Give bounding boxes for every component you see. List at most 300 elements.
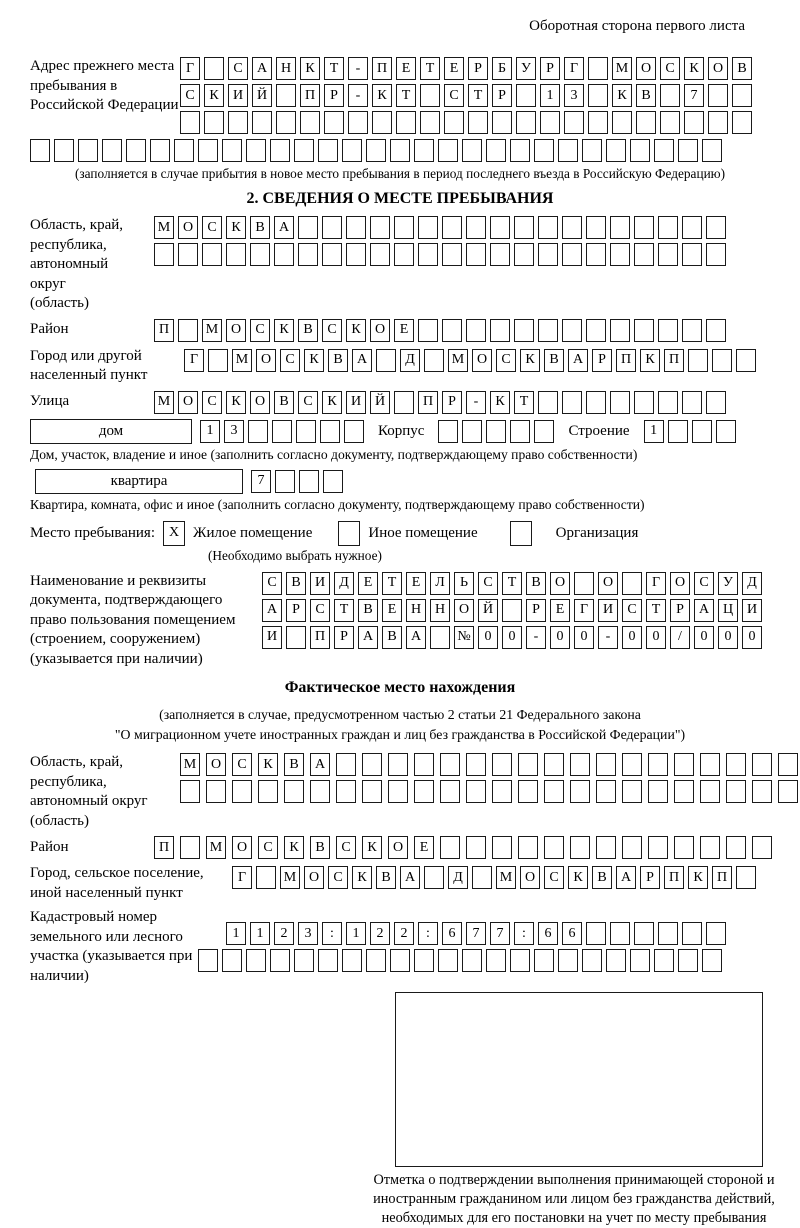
char-box[interactable]: К	[640, 349, 660, 372]
char-box[interactable]: С	[478, 572, 498, 595]
char-box[interactable]	[462, 420, 482, 443]
char-box[interactable]	[574, 572, 594, 595]
char-box[interactable]: О	[250, 391, 270, 414]
char-box[interactable]	[518, 836, 538, 859]
char-box[interactable]: :	[514, 922, 534, 945]
char-box[interactable]: 0	[502, 626, 522, 649]
char-box[interactable]: С	[280, 349, 300, 372]
char-box[interactable]: А	[616, 866, 636, 889]
char-box[interactable]	[232, 780, 252, 803]
char-box[interactable]: Т	[502, 572, 522, 595]
char-box[interactable]	[648, 836, 668, 859]
char-box[interactable]: Д	[742, 572, 762, 595]
char-box[interactable]	[610, 216, 630, 239]
char-box[interactable]: К	[322, 391, 342, 414]
char-box[interactable]	[204, 111, 224, 134]
char-box[interactable]: Т	[420, 57, 440, 80]
char-box[interactable]: О	[598, 572, 618, 595]
char-box[interactable]	[712, 349, 732, 372]
char-box[interactable]	[562, 243, 582, 266]
char-box[interactable]: -	[348, 57, 368, 80]
char-box[interactable]	[588, 57, 608, 80]
char-box[interactable]: М	[612, 57, 632, 80]
char-box[interactable]	[516, 84, 536, 107]
char-box[interactable]: 2	[274, 922, 294, 945]
char-box[interactable]: П	[372, 57, 392, 80]
char-box[interactable]	[178, 243, 198, 266]
char-box[interactable]	[324, 111, 344, 134]
char-box[interactable]: Е	[396, 57, 416, 80]
char-box[interactable]: П	[664, 866, 684, 889]
char-box[interactable]	[286, 626, 306, 649]
char-box[interactable]: М	[280, 866, 300, 889]
char-box[interactable]	[586, 922, 606, 945]
char-box[interactable]	[318, 139, 338, 162]
char-box[interactable]	[300, 111, 320, 134]
char-box[interactable]: Р	[670, 599, 690, 622]
char-box[interactable]	[570, 836, 590, 859]
char-box[interactable]: О	[226, 319, 246, 342]
char-box[interactable]: Й	[478, 599, 498, 622]
char-box[interactable]	[636, 111, 656, 134]
char-box[interactable]: Р	[592, 349, 612, 372]
char-box[interactable]: И	[598, 599, 618, 622]
char-box[interactable]: О	[636, 57, 656, 80]
char-box[interactable]	[444, 111, 464, 134]
char-box[interactable]: -	[526, 626, 546, 649]
char-box[interactable]: С	[694, 572, 714, 595]
char-box[interactable]	[660, 111, 680, 134]
char-box[interactable]	[222, 949, 242, 972]
char-box[interactable]	[440, 780, 460, 803]
char-box[interactable]: Ь	[454, 572, 474, 595]
char-box[interactable]: К	[304, 349, 324, 372]
char-box[interactable]	[252, 111, 272, 134]
char-box[interactable]	[414, 949, 434, 972]
char-box[interactable]: 7	[466, 922, 486, 945]
char-box[interactable]: М	[206, 836, 226, 859]
char-box[interactable]	[606, 949, 626, 972]
char-box[interactable]: Т	[514, 391, 534, 414]
char-box[interactable]: О	[472, 349, 492, 372]
char-box[interactable]: М	[202, 319, 222, 342]
char-box[interactable]: В	[286, 572, 306, 595]
char-box[interactable]	[706, 243, 726, 266]
char-box[interactable]: Р	[468, 57, 488, 80]
char-box[interactable]: В	[544, 349, 564, 372]
char-box[interactable]: М	[154, 391, 174, 414]
char-box[interactable]	[502, 599, 522, 622]
char-box[interactable]: 1	[644, 420, 664, 443]
char-box[interactable]: Г	[574, 599, 594, 622]
char-box[interactable]	[198, 949, 218, 972]
char-box[interactable]: 1	[250, 922, 270, 945]
char-box[interactable]	[708, 84, 728, 107]
char-box[interactable]: О	[206, 753, 226, 776]
char-box[interactable]	[256, 866, 276, 889]
char-box[interactable]: В	[358, 599, 378, 622]
char-box[interactable]	[534, 949, 554, 972]
char-box[interactable]	[674, 836, 694, 859]
char-box[interactable]: 7	[490, 922, 510, 945]
char-box[interactable]	[610, 922, 630, 945]
char-box[interactable]: Н	[276, 57, 296, 80]
char-box[interactable]: В	[250, 216, 270, 239]
char-box[interactable]: Р	[286, 599, 306, 622]
char-box[interactable]: Р	[640, 866, 660, 889]
char-box[interactable]: Г	[184, 349, 204, 372]
char-box[interactable]	[492, 753, 512, 776]
char-box[interactable]	[706, 216, 726, 239]
char-box[interactable]: 1	[226, 922, 246, 945]
char-box[interactable]	[586, 216, 606, 239]
char-box[interactable]	[596, 780, 616, 803]
char-box[interactable]: 3	[224, 420, 244, 443]
char-box[interactable]	[323, 470, 343, 493]
char-box[interactable]	[298, 216, 318, 239]
char-box[interactable]: Г	[564, 57, 584, 80]
char-box[interactable]	[586, 319, 606, 342]
char-box[interactable]	[490, 216, 510, 239]
char-box[interactable]: О	[370, 319, 390, 342]
char-box[interactable]	[558, 139, 578, 162]
char-box[interactable]	[442, 243, 462, 266]
char-box[interactable]	[634, 391, 654, 414]
char-box[interactable]: Е	[394, 319, 414, 342]
char-box[interactable]	[466, 753, 486, 776]
char-box[interactable]: О	[178, 216, 198, 239]
char-box[interactable]	[682, 243, 702, 266]
char-box[interactable]	[682, 391, 702, 414]
char-box[interactable]	[700, 753, 720, 776]
char-box[interactable]	[178, 319, 198, 342]
char-box[interactable]	[736, 866, 756, 889]
char-box[interactable]	[486, 949, 506, 972]
char-box[interactable]	[674, 753, 694, 776]
char-box[interactable]	[322, 243, 342, 266]
char-box[interactable]: К	[520, 349, 540, 372]
char-box[interactable]: С	[250, 319, 270, 342]
char-box[interactable]	[582, 949, 602, 972]
char-box[interactable]	[272, 420, 292, 443]
char-box[interactable]: П	[664, 349, 684, 372]
char-box[interactable]: П	[154, 319, 174, 342]
char-box[interactable]	[634, 243, 654, 266]
char-box[interactable]	[394, 216, 414, 239]
char-box[interactable]: С	[322, 319, 342, 342]
char-box[interactable]	[582, 139, 602, 162]
char-box[interactable]: К	[258, 753, 278, 776]
char-box[interactable]: 6	[538, 922, 558, 945]
char-box[interactable]: М	[180, 753, 200, 776]
char-box[interactable]	[596, 836, 616, 859]
char-box[interactable]	[678, 949, 698, 972]
char-box[interactable]	[688, 349, 708, 372]
char-box[interactable]	[544, 753, 564, 776]
char-box[interactable]: Ц	[718, 599, 738, 622]
char-box[interactable]: Р	[334, 626, 354, 649]
char-box[interactable]: 0	[718, 626, 738, 649]
char-box[interactable]: №	[454, 626, 474, 649]
char-box[interactable]: О	[388, 836, 408, 859]
char-box[interactable]: /	[670, 626, 690, 649]
char-box[interactable]	[492, 111, 512, 134]
char-box[interactable]	[562, 216, 582, 239]
char-box[interactable]: Р	[324, 84, 344, 107]
char-box[interactable]	[678, 139, 698, 162]
char-box[interactable]	[596, 753, 616, 776]
char-box[interactable]: К	[362, 836, 382, 859]
checkbox-organization[interactable]	[510, 521, 532, 546]
char-box[interactable]	[570, 780, 590, 803]
char-box[interactable]: С	[258, 836, 278, 859]
char-box[interactable]: О	[232, 836, 252, 859]
char-box[interactable]	[634, 216, 654, 239]
char-box[interactable]	[612, 111, 632, 134]
char-box[interactable]: С	[544, 866, 564, 889]
char-box[interactable]	[198, 139, 218, 162]
char-box[interactable]: П	[616, 349, 636, 372]
char-box[interactable]	[270, 139, 290, 162]
char-box[interactable]: :	[418, 922, 438, 945]
char-box[interactable]: О	[670, 572, 690, 595]
char-box[interactable]	[174, 139, 194, 162]
char-box[interactable]: Д	[448, 866, 468, 889]
char-box[interactable]	[372, 111, 392, 134]
char-box[interactable]: С	[202, 216, 222, 239]
checkbox-residential[interactable]: X	[163, 521, 185, 546]
char-box[interactable]	[726, 753, 746, 776]
char-box[interactable]: Б	[492, 57, 512, 80]
char-box[interactable]	[586, 391, 606, 414]
char-box[interactable]: В	[636, 84, 656, 107]
char-box[interactable]: М	[154, 216, 174, 239]
char-box[interactable]	[298, 243, 318, 266]
char-box[interactable]	[440, 836, 460, 859]
char-box[interactable]	[394, 391, 414, 414]
char-box[interactable]	[336, 780, 356, 803]
char-box[interactable]: Д	[400, 349, 420, 372]
char-box[interactable]	[562, 391, 582, 414]
char-box[interactable]: А	[568, 349, 588, 372]
char-box[interactable]: 1	[200, 420, 220, 443]
char-box[interactable]: А	[358, 626, 378, 649]
char-box[interactable]	[258, 780, 278, 803]
char-box[interactable]	[726, 780, 746, 803]
char-box[interactable]	[342, 139, 362, 162]
char-box[interactable]	[702, 139, 722, 162]
char-box[interactable]	[320, 420, 340, 443]
char-box[interactable]	[362, 753, 382, 776]
char-box[interactable]	[126, 139, 146, 162]
char-box[interactable]	[588, 111, 608, 134]
char-box[interactable]: Й	[370, 391, 390, 414]
char-box[interactable]	[778, 753, 798, 776]
char-box[interactable]: С	[328, 866, 348, 889]
char-box[interactable]: 0	[478, 626, 498, 649]
char-box[interactable]: Е	[414, 836, 434, 859]
char-box[interactable]	[346, 243, 366, 266]
char-box[interactable]	[682, 922, 702, 945]
char-box[interactable]	[622, 572, 642, 595]
char-box[interactable]	[610, 391, 630, 414]
char-box[interactable]	[634, 319, 654, 342]
char-box[interactable]	[442, 319, 462, 342]
char-box[interactable]	[420, 84, 440, 107]
char-box[interactable]	[538, 243, 558, 266]
char-box[interactable]	[654, 949, 674, 972]
char-box[interactable]: В	[310, 836, 330, 859]
char-box[interactable]	[180, 780, 200, 803]
char-box[interactable]	[366, 949, 386, 972]
char-box[interactable]	[299, 470, 319, 493]
char-box[interactable]	[700, 780, 720, 803]
char-box[interactable]	[518, 780, 538, 803]
char-box[interactable]	[418, 216, 438, 239]
char-box[interactable]	[346, 216, 366, 239]
char-box[interactable]: К	[226, 391, 246, 414]
char-box[interactable]	[250, 243, 270, 266]
char-box[interactable]	[202, 243, 222, 266]
char-box[interactable]	[486, 139, 506, 162]
char-box[interactable]: В	[298, 319, 318, 342]
char-box[interactable]: Е	[358, 572, 378, 595]
char-box[interactable]: П	[300, 84, 320, 107]
char-box[interactable]	[208, 349, 228, 372]
char-box[interactable]: Г	[646, 572, 666, 595]
char-box[interactable]: В	[284, 753, 304, 776]
char-box[interactable]	[510, 139, 530, 162]
char-box[interactable]	[418, 243, 438, 266]
char-box[interactable]	[562, 319, 582, 342]
char-box[interactable]: Т	[646, 599, 666, 622]
char-box[interactable]: К	[284, 836, 304, 859]
char-box[interactable]: К	[226, 216, 246, 239]
char-box[interactable]	[270, 949, 290, 972]
char-box[interactable]: В	[382, 626, 402, 649]
char-box[interactable]	[684, 111, 704, 134]
char-box[interactable]: С	[444, 84, 464, 107]
char-box[interactable]: И	[228, 84, 248, 107]
char-box[interactable]: 3	[298, 922, 318, 945]
char-box[interactable]	[514, 243, 534, 266]
char-box[interactable]	[394, 243, 414, 266]
char-box[interactable]: 2	[394, 922, 414, 945]
char-box[interactable]: П	[154, 836, 174, 859]
char-box[interactable]	[150, 139, 170, 162]
char-box[interactable]: С	[262, 572, 282, 595]
char-box[interactable]	[658, 216, 678, 239]
char-box[interactable]	[78, 139, 98, 162]
char-box[interactable]: 7	[251, 470, 271, 493]
char-box[interactable]: Д	[334, 572, 354, 595]
char-box[interactable]	[668, 420, 688, 443]
char-box[interactable]: И	[310, 572, 330, 595]
char-box[interactable]	[388, 780, 408, 803]
char-box[interactable]	[706, 922, 726, 945]
char-box[interactable]: С	[622, 599, 642, 622]
char-box[interactable]	[660, 84, 680, 107]
char-box[interactable]: Л	[430, 572, 450, 595]
char-box[interactable]	[706, 391, 726, 414]
char-box[interactable]: А	[400, 866, 420, 889]
char-box[interactable]	[682, 319, 702, 342]
char-box[interactable]	[414, 139, 434, 162]
char-box[interactable]: П	[418, 391, 438, 414]
char-box[interactable]	[294, 139, 314, 162]
checkbox-other-premises[interactable]	[338, 521, 360, 546]
char-box[interactable]	[490, 243, 510, 266]
char-box[interactable]	[534, 420, 554, 443]
char-box[interactable]: И	[262, 626, 282, 649]
char-box[interactable]: С	[202, 391, 222, 414]
char-box[interactable]	[472, 866, 492, 889]
char-box[interactable]	[376, 349, 396, 372]
char-box[interactable]: Р	[540, 57, 560, 80]
char-box[interactable]: Н	[406, 599, 426, 622]
char-box[interactable]: 3	[564, 84, 584, 107]
char-box[interactable]	[222, 139, 242, 162]
char-box[interactable]	[442, 216, 462, 239]
char-box[interactable]	[462, 139, 482, 162]
char-box[interactable]	[466, 836, 486, 859]
char-box[interactable]	[514, 319, 534, 342]
char-box[interactable]: О	[708, 57, 728, 80]
char-box[interactable]: К	[372, 84, 392, 107]
char-box[interactable]: О	[454, 599, 474, 622]
char-box[interactable]	[732, 84, 752, 107]
char-box[interactable]	[510, 420, 530, 443]
char-box[interactable]: А	[274, 216, 294, 239]
char-box[interactable]: А	[352, 349, 372, 372]
char-box[interactable]: У	[516, 57, 536, 80]
char-box[interactable]	[634, 922, 654, 945]
char-box[interactable]: М	[496, 866, 516, 889]
char-box[interactable]: О	[550, 572, 570, 595]
char-box[interactable]: К	[568, 866, 588, 889]
char-box[interactable]	[102, 139, 122, 162]
char-box[interactable]	[294, 949, 314, 972]
char-box[interactable]: С	[232, 753, 252, 776]
char-box[interactable]: О	[304, 866, 324, 889]
char-box[interactable]	[370, 216, 390, 239]
char-box[interactable]	[438, 420, 458, 443]
char-box[interactable]	[648, 753, 668, 776]
char-box[interactable]: С	[298, 391, 318, 414]
char-box[interactable]: О	[256, 349, 276, 372]
char-box[interactable]: 0	[742, 626, 762, 649]
char-box[interactable]	[370, 243, 390, 266]
char-box[interactable]	[658, 243, 678, 266]
char-box[interactable]	[490, 319, 510, 342]
char-box[interactable]	[570, 753, 590, 776]
char-box[interactable]	[226, 243, 246, 266]
char-box[interactable]	[180, 836, 200, 859]
char-box[interactable]	[438, 139, 458, 162]
char-box[interactable]	[544, 780, 564, 803]
char-box[interactable]: Т	[382, 572, 402, 595]
char-box[interactable]	[486, 420, 506, 443]
char-box[interactable]: К	[352, 866, 372, 889]
char-box[interactable]	[622, 753, 642, 776]
char-box[interactable]: К	[688, 866, 708, 889]
char-box[interactable]: В	[376, 866, 396, 889]
char-box[interactable]	[274, 243, 294, 266]
char-box[interactable]: -	[598, 626, 618, 649]
char-box[interactable]: Н	[430, 599, 450, 622]
char-box[interactable]: В	[328, 349, 348, 372]
char-box[interactable]	[736, 349, 756, 372]
